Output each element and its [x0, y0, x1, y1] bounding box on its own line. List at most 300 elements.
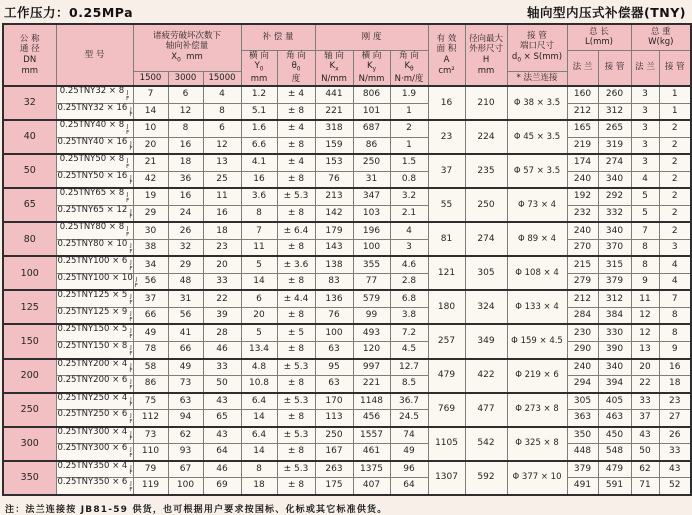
- weight-pipe-cell: 27: [659, 410, 691, 427]
- lateral-comp-cell: 8: [241, 205, 277, 222]
- model-cell: [56, 154, 133, 171]
- model-cell: [56, 307, 133, 324]
- jf-suffix: J F: [129, 464, 133, 477]
- dn-cell: 80: [3, 222, 56, 256]
- x0-1500-cell: 20: [133, 137, 168, 154]
- table-row: [3, 154, 691, 171]
- length-pipe-cell: 340: [598, 171, 631, 188]
- axial-stiffness-cell: 83: [315, 273, 353, 290]
- model-cell: [56, 272, 138, 290]
- length-pipe-cell: 479: [598, 461, 631, 478]
- length-flange-cell: 230: [567, 324, 598, 341]
- x0-1500-cell: 10: [133, 120, 168, 137]
- length-pipe-cell: 394: [598, 376, 631, 393]
- x0-15000-cell: 50: [203, 376, 241, 393]
- dn-cell: 40: [3, 120, 56, 154]
- angular-stiffness-cell: 64: [390, 478, 428, 495]
- model-text: 0.25TNY40 × 8: [59, 120, 125, 131]
- x0-1500-cell: 49: [133, 324, 168, 341]
- weight-flange-cell: 71: [631, 478, 659, 495]
- lateral-stiffness-cell: 579: [353, 290, 390, 307]
- col-header-lateral-stiffness: 横 向 $K_y$ N/mm: [353, 50, 390, 86]
- angular-stiffness-cell: 3.8: [390, 307, 428, 324]
- x0-3000-cell: 29: [168, 256, 203, 273]
- table-row: [3, 188, 691, 205]
- weight-flange-cell: 7: [631, 222, 659, 239]
- weight-pipe-cell: 18: [659, 376, 691, 393]
- angular-stiffness-cell: 0.8: [390, 171, 428, 188]
- table-row: [3, 307, 691, 324]
- angular-stiffness-cell: 1: [390, 137, 428, 154]
- axial-stiffness-cell: 100: [315, 324, 353, 341]
- jf-suffix: J F: [129, 260, 133, 273]
- weight-pipe-cell: 9: [659, 341, 691, 358]
- weight-flange-cell: 20: [631, 359, 659, 376]
- x0-15000-cell: 28: [203, 324, 241, 341]
- lateral-stiffness-cell: 77: [353, 273, 390, 290]
- axial-stiffness-cell: 136: [315, 290, 353, 307]
- weight-pipe-cell: 4: [659, 273, 691, 290]
- weight-flange-cell: 4: [631, 171, 659, 188]
- model-text: 0.25TNY200 × 4: [57, 358, 128, 369]
- weight-pipe-cell: 2: [659, 120, 691, 137]
- jf-suffix: J F: [126, 158, 130, 170]
- effective-area-cell: 180: [428, 290, 465, 324]
- model-cell: [56, 239, 133, 256]
- lateral-comp-cell: 14: [241, 273, 277, 290]
- model-text: 0.25TNY250 × 4: [57, 392, 128, 403]
- col-header-lateral-compensation: 横 向 $Y_0$ mm: [241, 50, 277, 86]
- radial-dimension-cell: 542: [465, 427, 507, 461]
- x0-1500-cell: 21: [133, 154, 168, 171]
- model-cell: [56, 478, 133, 495]
- model-text: 0.25TNY50 × 16: [57, 170, 128, 181]
- effective-area-cell: 23: [428, 120, 465, 154]
- angular-stiffness-cell: 1: [390, 103, 428, 120]
- model-cell: [56, 120, 133, 137]
- jf-suffix: J F: [129, 447, 133, 459]
- x0-3000-cell: 41: [168, 324, 203, 341]
- length-flange-cell: 279: [567, 273, 598, 290]
- lateral-comp-cell: 4.1: [241, 154, 277, 171]
- x0-3000-cell: 18: [168, 154, 203, 171]
- weight-pipe-cell: 2: [659, 222, 691, 239]
- dn-cell: 125: [3, 290, 56, 324]
- x0-3000-cell: 66: [168, 341, 203, 358]
- x0-15000-cell: 33: [203, 273, 241, 290]
- radial-dimension-cell: 477: [465, 393, 507, 427]
- lateral-stiffness-cell: 493: [353, 324, 390, 341]
- x0-15000-cell: 43: [203, 427, 241, 444]
- port-size-cell: Φ 38 × 3.5: [507, 86, 567, 120]
- weight-flange-cell: 12: [631, 307, 659, 324]
- angular-stiffness-cell: 36.7: [390, 393, 428, 410]
- model-cell: [56, 461, 133, 478]
- lateral-stiffness-cell: 806: [353, 86, 390, 103]
- angular-comp-cell: ± 8: [277, 103, 315, 120]
- x0-1500-cell: 14: [133, 103, 168, 120]
- effective-area-cell: 257: [428, 324, 465, 358]
- axial-stiffness-cell: 153: [315, 154, 353, 171]
- dn-cell: 150: [3, 324, 56, 358]
- effective-area-cell: 1105: [428, 427, 465, 461]
- table-row: [3, 103, 691, 120]
- lateral-comp-cell: 3.6: [241, 188, 277, 205]
- jf-suffix: J F: [129, 481, 133, 493]
- weight-pipe-cell: 2: [659, 171, 691, 188]
- jf-suffix: J F: [129, 174, 133, 187]
- weight-pipe-cell: 52: [659, 478, 691, 495]
- weight-flange-cell: 3: [631, 154, 659, 171]
- angular-comp-cell: ± 4: [277, 86, 315, 103]
- lateral-comp-cell: 7: [241, 222, 277, 239]
- weight-flange-cell: 3: [631, 86, 659, 103]
- col-header-length-flange: 法 兰: [567, 50, 598, 86]
- axial-stiffness-cell: 179: [315, 222, 353, 239]
- x0-3000-cell: 8: [168, 120, 203, 137]
- model-text: 0.25TNY100 × 10: [57, 272, 133, 283]
- col-header-flange-connection: * 法兰连接: [507, 71, 567, 86]
- table-row: [3, 444, 691, 461]
- weight-flange-cell: 8: [631, 256, 659, 273]
- axial-stiffness-cell: 142: [315, 205, 353, 222]
- table-row: [3, 256, 691, 273]
- x0-15000-cell: 33: [203, 359, 241, 376]
- col-header-dn: 公 称 通 径 DN mm: [3, 24, 56, 86]
- x0-1500-cell: 79: [133, 461, 168, 478]
- model-cell: [56, 290, 133, 307]
- table-row: [3, 86, 691, 103]
- length-pipe-cell: 319: [598, 137, 631, 154]
- x0-15000-cell: 39: [203, 307, 241, 324]
- table-row: [3, 137, 691, 154]
- x0-3000-cell: 100: [168, 478, 203, 495]
- weight-flange-cell: 3: [631, 137, 659, 154]
- angular-comp-cell: ± 4.4: [277, 290, 315, 307]
- model-cell: [56, 427, 133, 444]
- jf-suffix: J F: [129, 344, 133, 357]
- weight-flange-cell: 13: [631, 341, 659, 358]
- model-text: 0.25TNY200 × 6: [57, 375, 128, 386]
- effective-area-cell: 37: [428, 154, 465, 188]
- jf-suffix: J F: [129, 140, 133, 153]
- angular-stiffness-cell: 96: [390, 461, 428, 478]
- length-flange-cell: 270: [567, 239, 598, 256]
- lateral-stiffness-cell: 355: [353, 256, 390, 273]
- length-pipe-cell: 274: [598, 154, 631, 171]
- x0-1500-cell: 73: [133, 427, 168, 444]
- model-text: 0.25TNY50 × 8: [59, 154, 125, 165]
- length-flange-cell: 212: [567, 103, 598, 120]
- lateral-comp-cell: 13.4: [241, 341, 277, 358]
- weight-flange-cell: 11: [631, 290, 659, 307]
- x0-15000-cell: 22: [203, 290, 241, 307]
- jf-suffix: J F: [126, 124, 130, 136]
- x0-1500-cell: 42: [133, 171, 168, 188]
- x0-15000-cell: 12: [203, 137, 241, 154]
- port-size-cell: Φ 108 × 4: [507, 256, 567, 290]
- model-text: 0.25TNY80 × 8: [59, 222, 125, 233]
- lateral-comp-cell: 20: [241, 307, 277, 324]
- weight-flange-cell: 50: [631, 444, 659, 461]
- model-text: 0.25TNY40 × 16: [57, 136, 128, 147]
- axial-stiffness-cell: 76: [315, 307, 353, 324]
- length-flange-cell: 219: [567, 137, 598, 154]
- dn-cell: 200: [3, 359, 56, 393]
- table-row: [3, 427, 691, 444]
- angular-comp-cell: ± 8: [277, 444, 315, 461]
- weight-pipe-cell: 4: [659, 256, 691, 273]
- lateral-stiffness-cell: 456: [353, 410, 390, 427]
- length-flange-cell: 240: [567, 171, 598, 188]
- angular-stiffness-cell: 4: [390, 222, 428, 239]
- angular-stiffness-cell: 2.1: [390, 205, 428, 222]
- lateral-stiffness-cell: 101: [353, 103, 390, 120]
- col-header-cycles-3000: 3000: [168, 71, 203, 86]
- col-header-weight-group: 总 重 W(kg): [631, 24, 691, 50]
- length-flange-cell: 290: [567, 341, 598, 358]
- length-pipe-cell: 548: [598, 444, 631, 461]
- angular-stiffness-cell: 74: [390, 427, 428, 444]
- x0-1500-cell: 58: [133, 359, 168, 376]
- x0-15000-cell: 25: [203, 171, 241, 188]
- angular-stiffness-cell: 4.5: [390, 341, 428, 358]
- x0-1500-cell: 112: [133, 410, 168, 427]
- table-row: [3, 324, 691, 341]
- x0-15000-cell: 16: [203, 205, 241, 222]
- col-header-radial-dimension: 径向最大 外形尺寸 H mm: [465, 24, 507, 86]
- model-cell: [56, 137, 133, 154]
- x0-15000-cell: 8: [203, 103, 241, 120]
- weight-flange-cell: 3: [631, 103, 659, 120]
- model-cell: [56, 359, 133, 376]
- model-text: 0.25TNY350 × 4: [57, 460, 128, 471]
- lateral-stiffness-cell: 407: [353, 478, 390, 495]
- dn-cell: 50: [3, 154, 56, 188]
- jf-suffix: J F: [129, 242, 133, 255]
- x0-3000-cell: 24: [168, 205, 203, 222]
- x0-1500-cell: 110: [133, 444, 168, 461]
- jf-suffix: J F: [126, 90, 130, 102]
- x0-3000-cell: 31: [168, 290, 203, 307]
- lateral-stiffness-cell: 103: [353, 205, 390, 222]
- col-header-fatigue-group: 诸疲劳破坏次数下 轴向补偿量 $X_0$ mm: [133, 24, 241, 71]
- axial-stiffness-cell: 138: [315, 256, 353, 273]
- model-text: 0.25TNY150 × 5: [57, 324, 128, 335]
- lateral-comp-cell: 4.8: [241, 359, 277, 376]
- table-row: [3, 461, 691, 478]
- length-pipe-cell: 390: [598, 341, 631, 358]
- angular-comp-cell: ± 8: [277, 410, 315, 427]
- col-header-angular-stiffness: 角 向 $K_\theta$ N·m/度: [390, 50, 428, 86]
- lateral-comp-cell: 11: [241, 239, 277, 256]
- table-row: [3, 171, 691, 188]
- dn-cell: 300: [3, 427, 56, 461]
- lateral-stiffness-cell: 221: [353, 376, 390, 393]
- radial-dimension-cell: 305: [465, 256, 507, 290]
- x0-1500-cell: 29: [133, 205, 168, 222]
- x0-1500-cell: 34: [133, 256, 168, 273]
- x0-1500-cell: 7: [133, 86, 168, 103]
- jf-suffix: J F: [129, 413, 133, 425]
- weight-pipe-cell: 7: [659, 290, 691, 307]
- angular-stiffness-cell: 12.7: [390, 359, 428, 376]
- lateral-comp-cell: 5.1: [241, 103, 277, 120]
- jf-suffix: J F: [129, 294, 133, 307]
- weight-flange-cell: 43: [631, 427, 659, 444]
- radial-dimension-cell: 210: [465, 86, 507, 120]
- length-flange-cell: 212: [567, 290, 598, 307]
- lateral-comp-cell: 6.4: [241, 427, 277, 444]
- x0-3000-cell: 94: [168, 410, 203, 427]
- weight-pipe-cell: 43: [659, 461, 691, 478]
- model-text: 0.25TNY300 × 4: [57, 426, 128, 437]
- weight-flange-cell: 3: [631, 120, 659, 137]
- lateral-stiffness-cell: 86: [353, 137, 390, 154]
- weight-pipe-cell: 16: [659, 359, 691, 376]
- length-pipe-cell: 405: [598, 393, 631, 410]
- length-flange-cell: 240: [567, 222, 598, 239]
- model-cell: [56, 222, 133, 239]
- dn-cell: 350: [3, 461, 56, 495]
- jf-suffix: J F: [129, 208, 133, 221]
- table-row: [3, 222, 691, 239]
- table-row: [3, 205, 691, 222]
- port-size-cell: Φ 57 × 3.5: [507, 154, 567, 188]
- col-header-length-group: 总 长 L(mm): [567, 24, 631, 50]
- lateral-stiffness-cell: 1148: [353, 393, 390, 410]
- axial-stiffness-cell: 250: [315, 427, 353, 444]
- radial-dimension-cell: 349: [465, 324, 507, 358]
- table-row: [3, 359, 691, 376]
- angular-comp-cell: ± 8: [277, 239, 315, 256]
- table-row: [3, 239, 691, 256]
- angular-stiffness-cell: 49: [390, 444, 428, 461]
- weight-pipe-cell: 33: [659, 444, 691, 461]
- jf-suffix: J F: [134, 276, 138, 289]
- axial-stiffness-cell: 441: [315, 86, 353, 103]
- model-text: 0.25TNY250 × 6: [57, 409, 128, 420]
- radial-dimension-cell: 274: [465, 222, 507, 256]
- lateral-stiffness-cell: 687: [353, 120, 390, 137]
- lateral-comp-cell: 14: [241, 444, 277, 461]
- radial-dimension-cell: 224: [465, 120, 507, 154]
- effective-area-cell: 1307: [428, 461, 465, 495]
- model-text: 0.25TNY150 × 8: [57, 340, 128, 351]
- axial-stiffness-cell: 63: [315, 376, 353, 393]
- length-pipe-cell: 292: [598, 188, 631, 205]
- jf-suffix: J F: [129, 310, 133, 323]
- length-pipe-cell: 379: [598, 273, 631, 290]
- lateral-comp-cell: 5: [241, 324, 277, 341]
- x0-15000-cell: 4: [203, 86, 241, 103]
- angular-stiffness-cell: 3.2: [390, 188, 428, 205]
- lateral-stiffness-cell: 31: [353, 171, 390, 188]
- x0-15000-cell: 11: [203, 188, 241, 205]
- model-text: 0.25TNY350 × 6: [57, 477, 128, 488]
- length-pipe-cell: 384: [598, 307, 631, 324]
- length-flange-cell: 284: [567, 307, 598, 324]
- x0-3000-cell: 67: [168, 461, 203, 478]
- jf-suffix: J F: [129, 106, 133, 119]
- length-flange-cell: 448: [567, 444, 598, 461]
- dn-cell: 32: [3, 86, 56, 120]
- x0-1500-cell: 119: [133, 478, 168, 495]
- axial-stiffness-cell: 113: [315, 410, 353, 427]
- x0-3000-cell: 49: [168, 359, 203, 376]
- length-pipe-cell: 340: [598, 359, 631, 376]
- axial-stiffness-cell: 95: [315, 359, 353, 376]
- lateral-comp-cell: 6: [241, 290, 277, 307]
- length-pipe-cell: 312: [598, 290, 631, 307]
- axial-stiffness-cell: 221: [315, 103, 353, 120]
- lateral-comp-cell: 6.4: [241, 393, 277, 410]
- angular-comp-cell: ± 4: [277, 154, 315, 171]
- lateral-stiffness-cell: 461: [353, 444, 390, 461]
- effective-area-cell: 16: [428, 86, 465, 120]
- angular-stiffness-cell: 2.8: [390, 273, 428, 290]
- length-flange-cell: 215: [567, 256, 598, 273]
- length-flange-cell: 174: [567, 154, 598, 171]
- length-flange-cell: 363: [567, 410, 598, 427]
- port-size-cell: Φ 159 × 4.5: [507, 324, 567, 358]
- weight-pipe-cell: 8: [659, 324, 691, 341]
- angular-comp-cell: ± 6.4: [277, 222, 315, 239]
- radial-dimension-cell: 592: [465, 461, 507, 495]
- table-row: [3, 290, 691, 307]
- lateral-comp-cell: 10.8: [241, 376, 277, 393]
- x0-3000-cell: 6: [168, 86, 203, 103]
- jf-suffix: J F: [126, 192, 130, 204]
- x0-1500-cell: 37: [133, 290, 168, 307]
- length-flange-cell: 491: [567, 478, 598, 495]
- axial-stiffness-cell: 213: [315, 188, 353, 205]
- x0-3000-cell: 26: [168, 222, 203, 239]
- x0-1500-cell: 56: [133, 273, 168, 290]
- port-size-cell: Φ 273 × 8: [507, 393, 567, 427]
- table-header: [3, 24, 691, 86]
- length-flange-cell: 350: [567, 427, 598, 444]
- x0-3000-cell: 16: [168, 137, 203, 154]
- length-flange-cell: 379: [567, 461, 598, 478]
- port-size-cell: Φ 89 × 4: [507, 222, 567, 256]
- x0-15000-cell: 13: [203, 154, 241, 171]
- length-pipe-cell: 370: [598, 239, 631, 256]
- x0-3000-cell: 93: [168, 444, 203, 461]
- angular-stiffness-cell: 6.8: [390, 290, 428, 307]
- col-header-model: 型 号: [56, 24, 133, 86]
- length-pipe-cell: 332: [598, 205, 631, 222]
- port-size-cell: Φ 325 × 8: [507, 427, 567, 461]
- jf-suffix: J F: [129, 430, 133, 443]
- radial-dimension-cell: 422: [465, 359, 507, 393]
- angular-comp-cell: ± 5.3: [277, 461, 315, 478]
- col-header-length-pipe: 接 管: [598, 50, 631, 86]
- model-text: 0.25TNY65 × 8: [59, 188, 125, 199]
- model-cell: [56, 188, 133, 205]
- x0-15000-cell: 69: [203, 478, 241, 495]
- angular-comp-cell: ± 8: [277, 376, 315, 393]
- model-text: 0.25TNY65 × 12: [57, 204, 128, 215]
- weight-flange-cell: 5: [631, 205, 659, 222]
- weight-pipe-cell: 2: [659, 137, 691, 154]
- dn-cell: 250: [3, 393, 56, 427]
- weight-flange-cell: 9: [631, 273, 659, 290]
- jf-suffix: J F: [129, 396, 133, 409]
- angular-comp-cell: ± 8: [277, 341, 315, 358]
- weight-pipe-cell: 2: [659, 205, 691, 222]
- col-header-angular-compensation: 角 向 $\theta_0$ 度: [277, 50, 315, 86]
